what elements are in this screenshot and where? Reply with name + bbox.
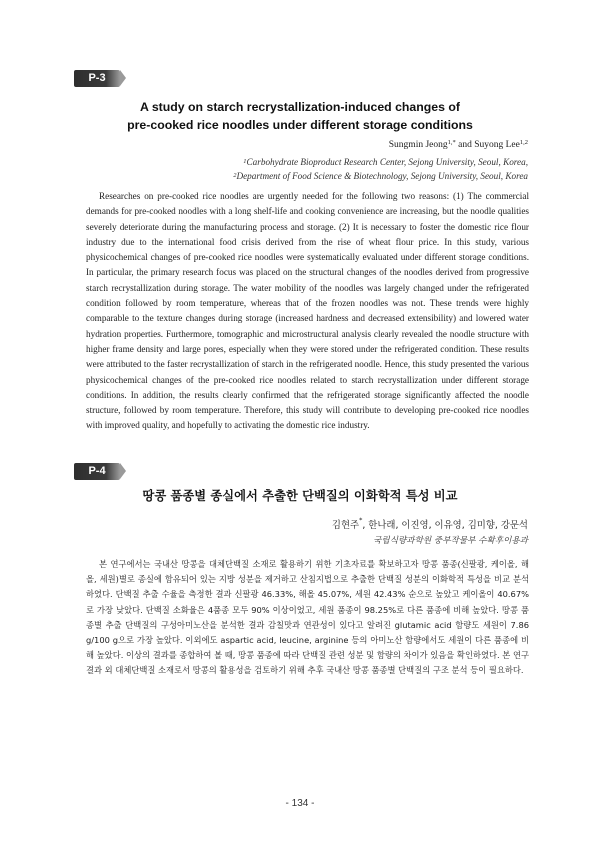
affiliation-2 — [233, 170, 528, 184]
title-text-p4: 땅콩 품종별 종실에서 추출한 단백질의 이화학적 특성 비교 — [142, 489, 458, 503]
author-first-sup: * — [359, 516, 363, 524]
affiliation-1 — [233, 156, 528, 170]
author-1-sup: 1,* — [447, 139, 456, 146]
title-line-1: A study on starch recrystallization-induced changes of — [139, 100, 460, 114]
author-2-sup: 1,2 — [519, 139, 528, 146]
author-1: Sungmin Jeong — [388, 140, 448, 150]
authors-rest: , 한나래, 이진영, 이유영, 김미향, 강문석 — [362, 520, 528, 531]
paper-title-p4 — [70, 488, 530, 504]
section-tag-p3: P-3 — [74, 70, 120, 87]
authors-p3 — [389, 140, 528, 150]
affiliations-p3 — [233, 156, 528, 183]
affiliation-p4: 국립식량과학원 중부작물부 수확후이용과 — [373, 536, 528, 546]
author-and: and Suyong Lee — [455, 140, 520, 150]
affil-2-sup: 2 — [233, 171, 237, 179]
affil-1-sup: 1 — [243, 158, 247, 165]
abstract-p4: 본 연구에서는 국내산 땅콩을 대체단백질 소재로 활용하기 위한 기초자료를 확보하고자 땅콩 품종(신팔광, 케이올, 해올, 세원)별로 종실에 함유되어 있는 지방 성분을 제거하고 산침지법으로 추출한 단백질 성분의 이화학적 특성을 비교 분석하였다. 단백질 추출 수율을 측정한 결과 신팔광 46.33%, 해올 45.07%, 세원 42.43% 순으로 높았고 케이올이 40.67%로 가장 낮았다. 단백질 소화율은 4품종 모두 90% 이상이었고, 세원 품종이 98.25%로 다른 품종에 비해 높았다. 땅콩 품종별 추출 단백질의 구성아미노산을 분석한 결과 감칠맛과 연관성이 있다고 알려진 glutamic acid 함량도 세원이 7.86 g/100 g으로 가장 높았다. 이외에도 aspartic acid, leucine, arginine 등의 아미노산 함량에서도 세원이 다른 품종에 비해 높았다. 이상의 결과를 종합하여 볼 때, 땅콩 품종에 따라 단백질 관련 성분 및 함량의 차이가 있음을 확인하였다. 본 연구결과 외 대체단백질 소재로서 땅콩의 활용성을 검토하기 위해 추후 국내산 땅콩 품종별 단백질의 구조 분석 등이 필요하다. — [86, 559, 529, 676]
section-tag-p4: P-4 — [74, 463, 120, 480]
affil-2-text: Department of Food Science & Biotechnology, Sejong University, Seoul, Korea — [236, 170, 528, 181]
affil-1-text: Carbohydrate Bioproduct Research Center, Sejong University, Seoul, Korea, — [246, 157, 528, 167]
abstract-p3: Researches on pre-cooked rice noodles are urgently needed for the following two reasons: (1) The commercial demands for pre-cooked noodles with a long shelf-life and cooking convenience are increasing, but the noodle qualities severely deteriorate during the manufacturing process and storage. (2) It is necessary to foster the domestic rice flour industry due to the international food crisis derived from the rise of wheat flour price. In this study, various physicochemical changes of pre-cooked rice noodles were systematically evaluated under different storage conditions. In particular, the primary research focus was placed on the structural changes of the noodles derived from progressive starch recrystallization during storage. The water mobility of the noodles was largely changed under the refrigerated condition followed by room temperature, whereas that of the frozen noodles was not. These trends were highly comparable to the texture changes during storage (increased hardness and decreased extensibility) and lowered water hydration properties. Furthermore, tomographic and microstructural analysis clearly revealed the noodle structure with higher frame density and large pores, especially when they were stored under the refrigerated condition. These results were attributed to the faster recrystallization of starch in the refrigerated noodle. Hence, this study presented the various physicochemical changes of the pre-cooked rice noodles related to starch recrystallization under different storage conditions. In addition, the results clearly confirmed that the refrigerated storage significantly affected the noodle structure, followed by room temperature. Therefore, this study will contribute to developing pre-cooked rice noodles with improved quality, and hopefully to activating the domestic rice industry. — [86, 191, 529, 431]
authors-p4 — [332, 517, 528, 531]
page-number: - 134 - — [285, 798, 315, 809]
title-line-2: pre-cooked rice noodles under different storage conditions — [127, 118, 473, 132]
paper-title-p3 — [70, 98, 530, 134]
author-first: 김현주 — [331, 520, 360, 531]
